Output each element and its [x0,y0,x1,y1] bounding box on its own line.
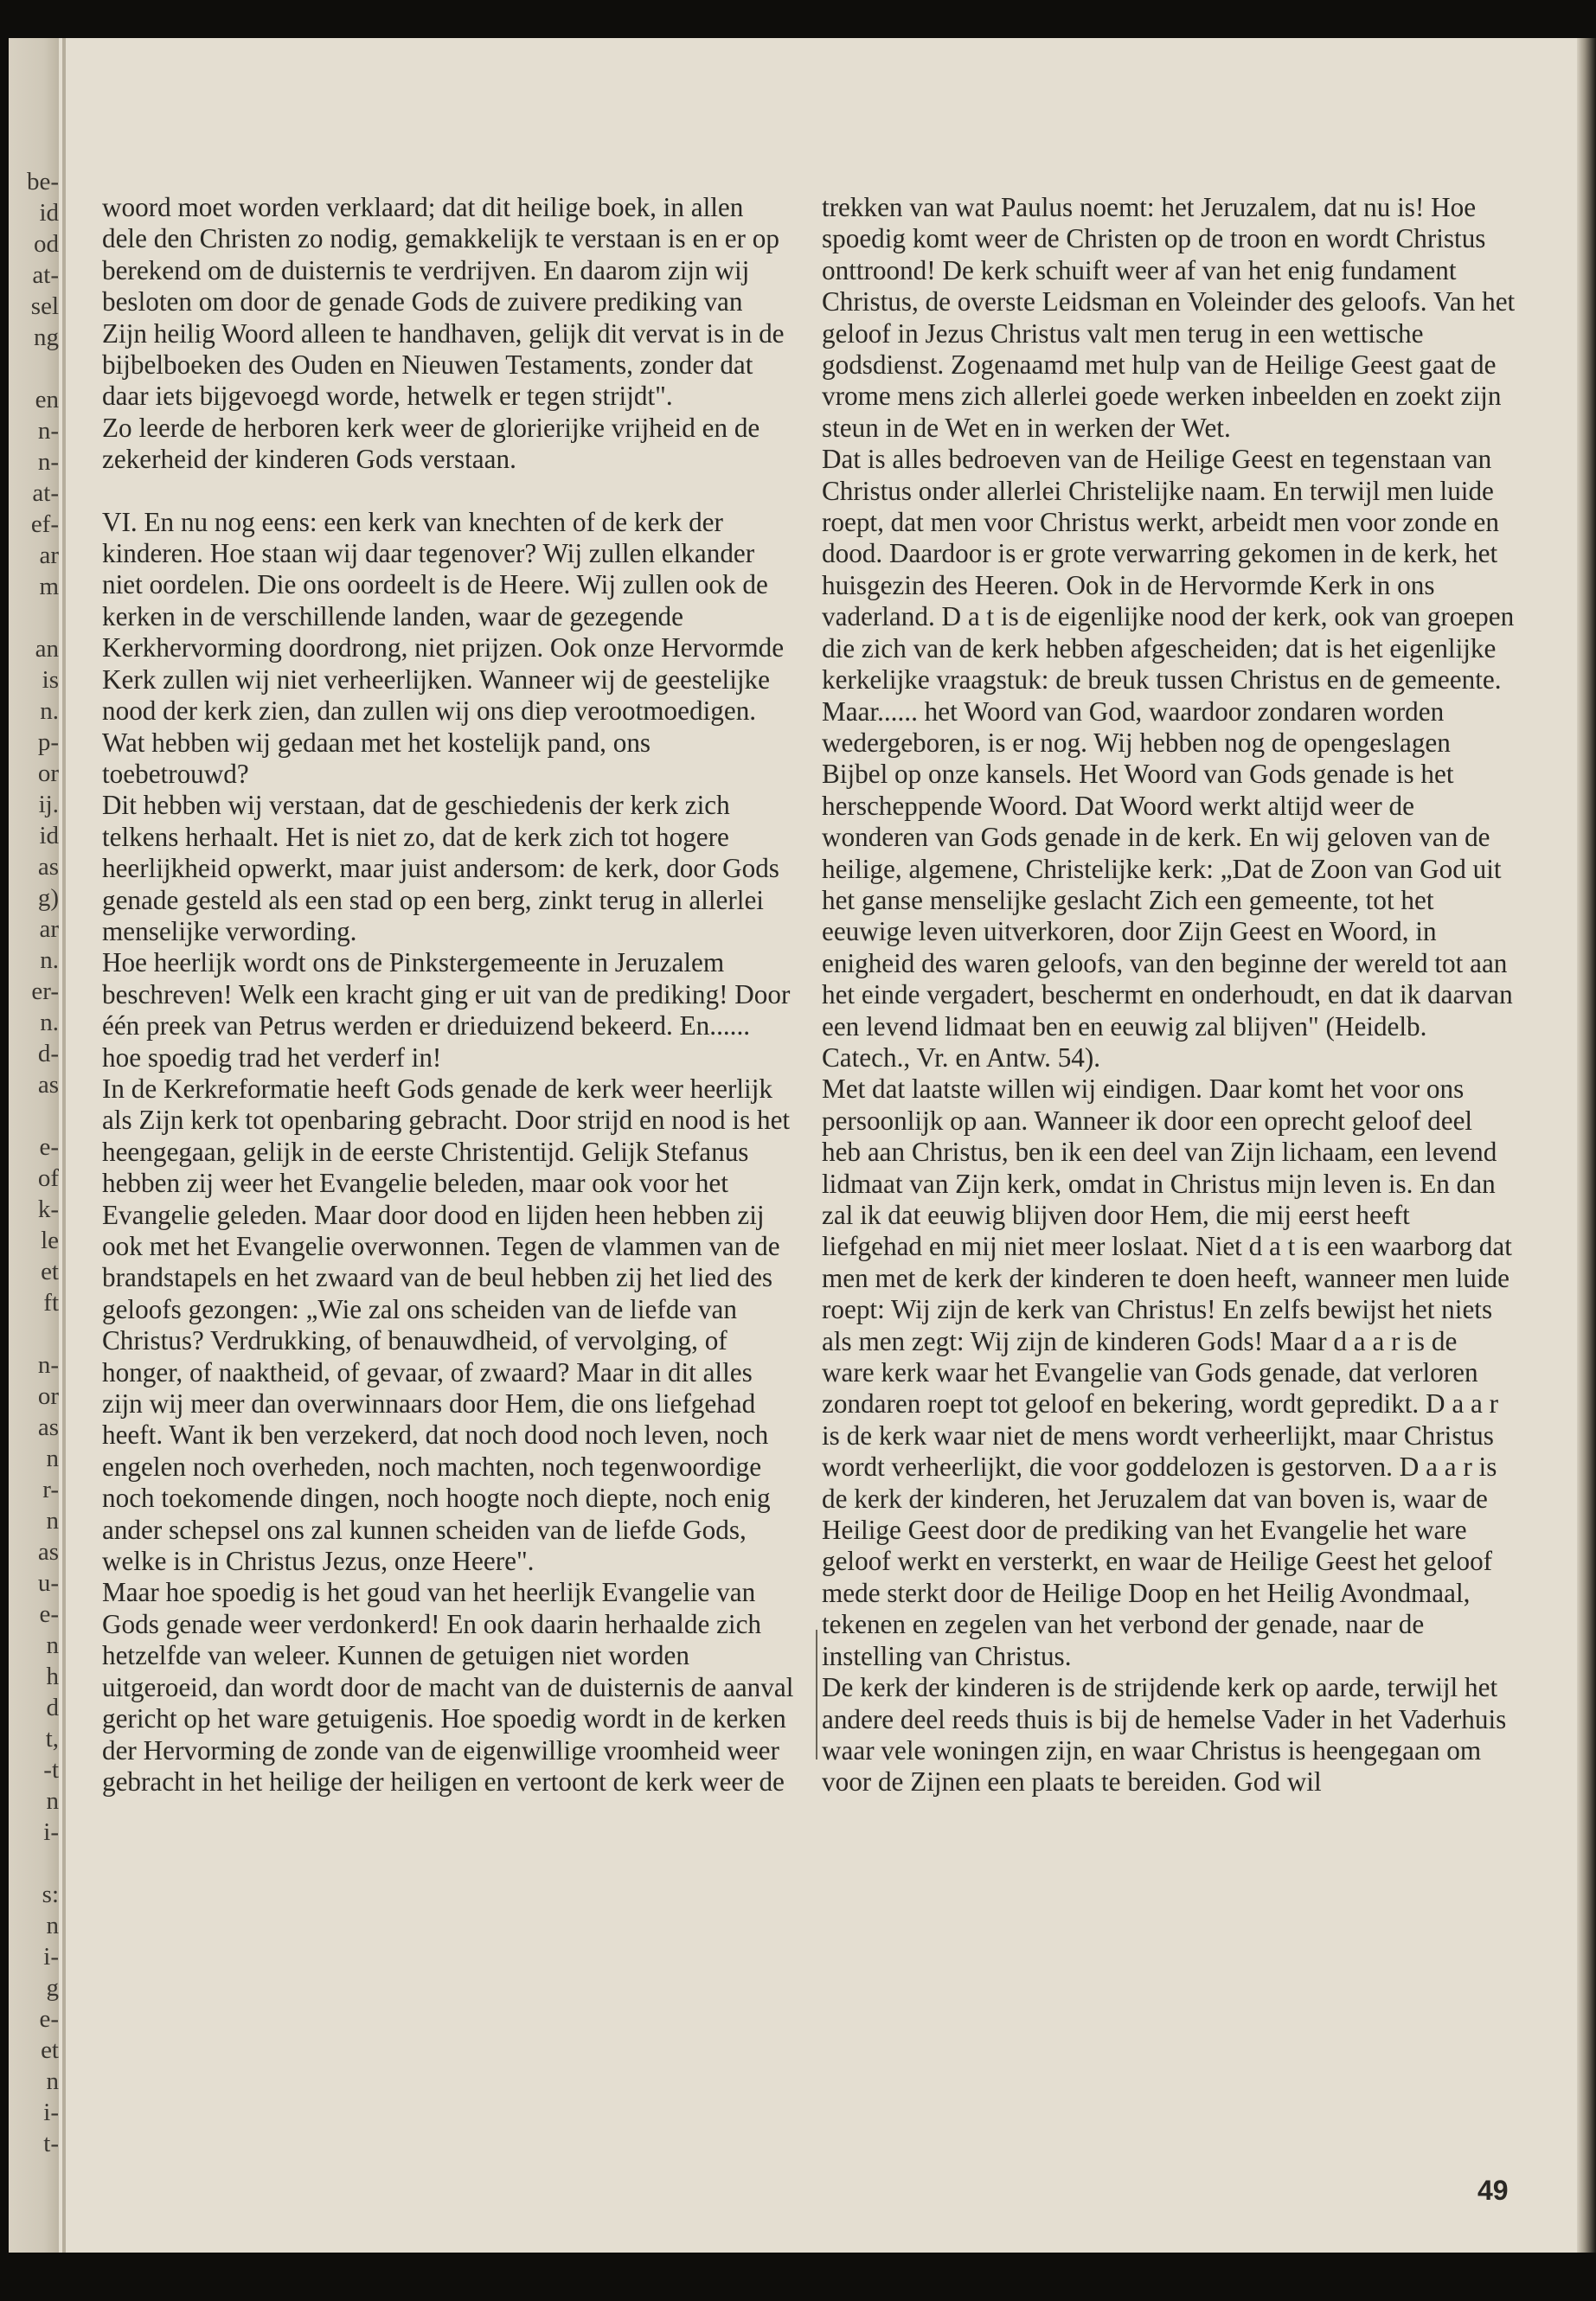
edge-text-fragment: -t [43,1756,59,1784]
edge-text-fragment: at- [32,479,59,507]
paragraph: woord moet worden verklaard; dat dit heilige boek, in allen dele den Christen zo nodig, gemakkelijk te verstaan is en er op berekend om de duisternis te verdrijven. En daarom zijn wij besloten om door de genade Gods de zuivere prediking van Zijn heilig Woord alleen te handhaven, gelijk dit vervat is in de bijbelboeken des Ouden en Nieuwen Testaments, zonder dat daar iets bijgevoegd worde, hetwelk er tegen strijdt". [102,192,785,412]
page-number: 49 [1477,2175,1509,2206]
edge-text-fragment: et [41,1258,59,1285]
page-gutter-line [62,38,66,2253]
edge-text-fragment: d- [37,1040,59,1067]
edge-text-fragment: as [37,1538,59,1566]
edge-text-fragment: r- [42,1476,59,1503]
paragraph: trekken van wat Paulus noemt: het Jeruzalem, dat nu is! Hoe spoedig komt weer de Christen op de troon en wordt Christus onttroond! De kerk schuift weer af van het enig fundament Christus, de overste Leidsman en Voleinder des geloofs. Van het geloof in Jezus Christus valt men terug in een wettische godsdienst. Zogenaamd met hulp van de Heilige Geest gaat de vrome mens zich allerlei goede werken inbeelden en zoekt zijn steun in de Wet en in werken der Wet. [822,192,1516,443]
edge-text-fragment: i- [43,1818,59,1846]
edge-text-fragment: n [46,1631,59,1659]
edge-text-fragment: n [46,1912,59,1939]
edge-text-fragment: an [35,635,59,663]
edge-text-fragment: en [35,386,59,413]
edge-text-fragment: ij. [38,791,59,818]
left-text-column [102,192,794,1798]
paragraph: VI. En nu nog eens: een kerk van knechten of de kerk der kinderen. Hoe staan wij daar tegenover? Wij zullen elkander niet oordelen. Die ons oordeelt is de Heere. Wij zullen ook de kerken in de verschillende landen, waar de gezegende Kerkhervorming doordrong, niet prijzen. Ook onze Hervormde Kerk zullen wij niet verheerlijken. Wanneer wij de geestelijke nood der kerk zien, dan zullen wij ons diep verootmoedigen. Wat hebben wij gedaan met het kostelijk pand, ons toebetrouwd? [102,506,785,789]
edge-text-fragment: be- [26,168,59,195]
edge-text-fragment: e- [39,2005,59,2033]
edge-text-fragment: n. [40,697,59,725]
edge-text-fragment: n- [37,417,59,445]
edge-text-fragment: u- [37,1569,59,1597]
paragraph: De kerk der kinderen is de strijdende kerk op aarde, terwijl het andere deel reeds thuis is bij de hemelse Vader in het Vaderhuis waar vele woningen zijn, en waar Christus is heengegaan om voor de Zijnen een plaats te bereiden. God wil [822,1672,1507,1798]
edge-text-fragment: n- [37,1351,59,1379]
edge-text-fragment: e- [39,1600,59,1628]
edge-text-fragment: t, [45,1725,59,1753]
edge-text-fragment: n. [40,1009,59,1036]
paragraph: In de Kerkreformatie heeft Gods genade de kerk weer heerlijk als Zijn kerk tot openbaring gebracht. Door strijd en nood is het heengegaan, gelijk in de eerste Christentijd. Gelijk Stefanus hebben zij weer het Evangelie beleden, maar ook voor het Evangelie geleden. Maar door dood en lijden heen hebben zij ook met het Evangelie overwonnen. Tegen de vlammen van de brandstapels en het zwaard van de beul hebben zij het lied des geloofs gezongen: „Wie zal ons scheiden van de liefde van Christus? Verdrukking, of benauwdheid, of vervolging, of honger, of naaktheid, of gevaar, of zwaard? Maar in dit alles zijn wij meer dan overwinnaars door Hem, die ons liefgehad heeft. Want ik ben verzekerd, dat noch dood noch leven, noch engelen noch overheden, noch machten, noch tegenwoordige noch toekomende dingen, noch hoogte noch diepte, noch enig ander schepsel ons zal kunnen scheiden van de liefde Gods, welke is in Christus Jezus, onze Heere". [102,1073,791,1577]
edge-text-fragment: h [46,1663,59,1690]
edge-text-fragment: of [37,1164,59,1192]
edge-text-fragment: ef- [30,510,59,538]
pencil-margin-mark [816,1630,817,1759]
edge-text-fragment: n [46,2067,59,2095]
edge-text-fragment: sel [30,292,59,320]
edge-text-fragment: m [39,573,59,600]
edge-text-fragment: n. [40,946,59,974]
edge-text-fragment: s: [42,1881,59,1908]
paragraph: Maar hoe spoedig is het goud van het heerlijk Evangelie van Gods genade weer verdonkerd! En ook daarin herhaalde zich hetzelfde van weleer. Kunnen de getuigen niet worden uitgeroeid, dan wordt door de macht van de duisternis de aanval gericht op het ware getuigenis. Hoe spoedig wordt in de kerken der Hervorming de zonde van de eigenwillige vroomheid weer gebracht in het heilige der heiligen en vertoont de kerk weer de [102,1577,794,1797]
edge-text-fragment: is [42,666,59,694]
edge-text-fragment: t- [43,2130,59,2157]
edge-text-fragment: i- [43,1943,59,1971]
edge-text-fragment: ar [39,542,59,569]
edge-text-fragment: n [46,1787,59,1815]
edge-text-fragment: e- [39,1133,59,1161]
paragraph: Hoe heerlijk wordt ons de Pinkstergemeente in Jeruzalem beschreven! Welk een kracht ging er uit van de prediking! Door één preek van Petrus werden er drieduizend bekeerd. En...... hoe spoedig trad het verderf in! [102,947,791,1073]
edge-text-fragment: d [46,1694,59,1721]
edge-text-fragment: i- [43,2099,59,2126]
edge-text-fragment: or [37,1382,59,1410]
paragraph: Maar...... het Woord van God, waardoor zondaren worden wedergeboren, is er nog. Wij hebben nog de opengeslagen Bijbel op onze kansels. Het Woord van Gods genade is het herscheppende Woord. Dat Woord werkt altijd weer de wonderen van Gods genade in de kerk. En wij geloven van de heilige, algemene, Christelijke kerk: „Dat de Zoon van God uit het ganse menselijke geslacht Zich een gemeente, tot het eeuwige leven uitverkoren, door Zijn Geest en Woord, in enigheid des waren geloofs, van den beginne der wereld tot aan het einde vergadert, beschermt en onderhoudt, en dat ik daarvan een levend lidmaat ben en eeuwig zal blijven" (Heidelb. Catech., Vr. en Antw. 54). [822,695,1513,1073]
edge-text-fragment: at- [32,261,59,289]
edge-text-fragment: as [37,853,59,881]
right-text-column [822,192,1516,1798]
edge-text-fragment: g) [37,884,59,912]
edge-text-fragment: as [37,1071,59,1099]
paragraph: Met dat laatste willen wij eindigen. Daar komt het voor ons persoonlijk op aan. Wanneer ik door een oprecht geloof deel heb aan Christus, ben ik een deel van Zijn lichaam, een levend lidmaat van Zijn kerk, omdat in Christus mijn leven is. En dan zal ik dat eeuwig blijven door Hem, die mij eerst heeft liefgehad en mij niet meer loslaat. Niet d a t is een waarborg dat men met de kerk der kinderen te doen heeft, wanneer men luide roept: Wij zijn de kerk van Christus! En zelfs bewijst het niets als men zegt: Wij zijn de kinderen Gods! Maar d a a r is de ware kerk waar het Evangelie van Gods genade, dat verloren zondaren roept tot geloof en bekering, wordt gepredikt. D a a r is de kerk waar niet de mens wordt verheerlijkt, maar Christus wordt verheerlijkt, die voor goddelozen is gestorven. D a a r is de kerk der kinderen, het Jeruzalem dat van boven is, waar de Heilige Geest door de prediking van het Evangelie het ware geloof werkt en versterkt, en waar de Heilige Geest het geloof mede sterkt door de Heilige Doop en het Heilig Avondmaal, tekenen en zegelen van het verbond der genade, naar de instelling van Christus. [822,1074,1512,1671]
edge-text-fragment: g [46,1974,59,2002]
previous-page-edge [9,38,59,2253]
edge-text-fragment: as [37,1413,59,1441]
edge-text-fragment: or [37,760,59,787]
edge-text-fragment: ft [43,1289,59,1317]
paragraph-gap [102,476,794,507]
edge-text-fragment: p- [37,728,59,756]
paragraph: Zo leerde de herboren kerk weer de glorierijke vrijheid en de zekerheid der kinderen Gods verstaan. [102,412,760,475]
edge-text-fragment: od [34,230,59,258]
edge-text-fragment: n- [37,448,59,476]
book-page [9,38,1596,2253]
edge-text-fragment: er- [31,977,59,1005]
edge-text-fragment: le [41,1227,59,1254]
edge-text-fragment: n [46,1445,59,1472]
edge-text-fragment: n [46,1507,59,1535]
edge-text-fragment: id [39,822,59,849]
edge-text-fragment: et [41,2036,59,2064]
edge-text-fragment: ng [34,324,59,351]
edge-text-fragment: k- [37,1195,59,1223]
edge-text-fragment: ar [39,915,59,943]
right-page-edge [1577,38,1596,2253]
paragraph: Dit hebben wij verstaan, dat de geschiedenis der kerk zich telkens herhaalt. Het is niet zo, dat de kerk zich tot hogere heerlijkheid opwerkt, maar juist andersom: de kerk, door Gods genade gesteld als een stad op een berg, zinkt terug in allerlei menselijke verwording. [102,790,779,946]
edge-text-fragment: id [39,199,59,227]
paragraph: Dat is alles bedroeven van de Heilige Geest en tegenstaan van Christus onder allerlei Christelijke naam. En terwijl men luide roept, dat men voor Christus werkt, arbeidt men voor zonde en dood. Daardoor is er grote verwarring gekomen in de kerk, het huisgezin des Heeren. Ook in de Hervormde Kerk in ons vaderland. D a t is de eigenlijke nood der kerk, ook van groepen die zich van de kerk hebben afgescheiden; dat is het eigenlijke kerkelijke vraagstuk: de breuk tussen Christus en de gemeente. [822,444,1515,695]
